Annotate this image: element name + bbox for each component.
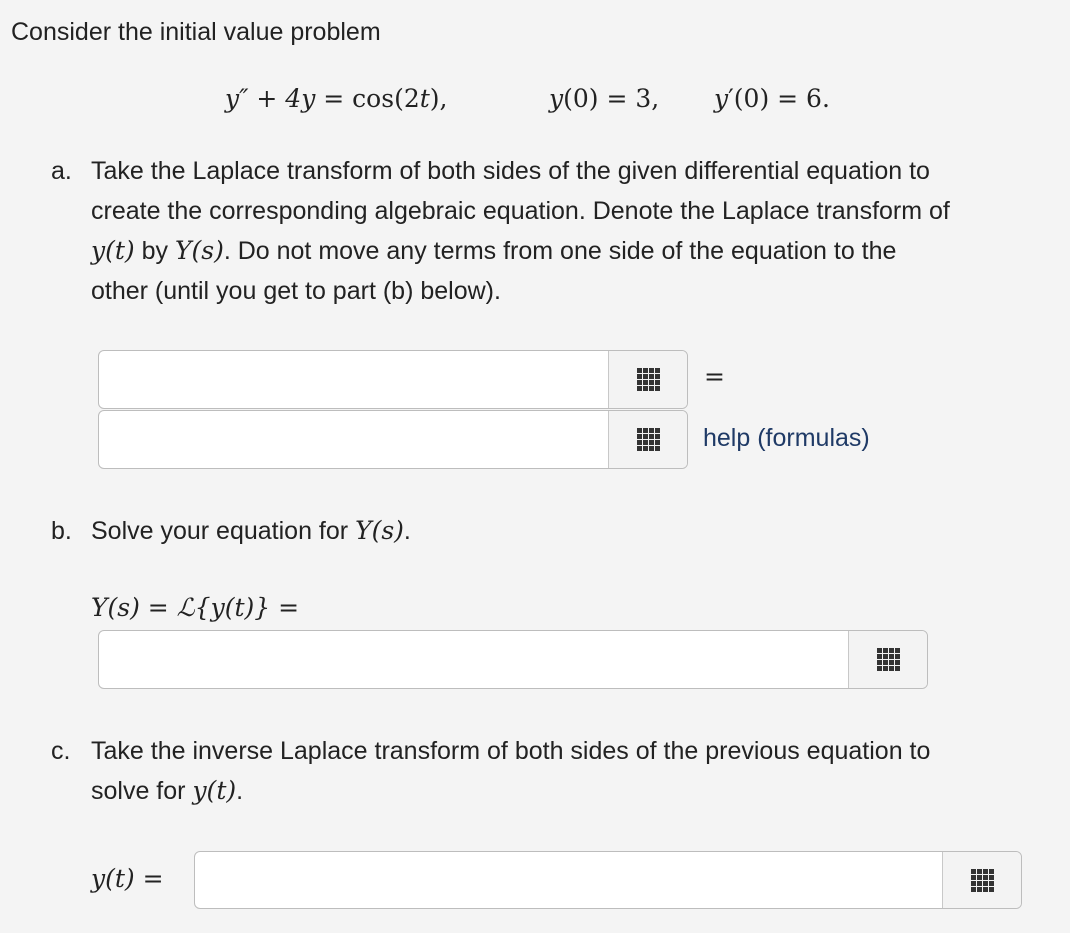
laplace-lhs-input[interactable] — [99, 351, 609, 408]
part-c-marker: c. — [51, 737, 71, 765]
equation-palette-button-b[interactable] — [848, 631, 927, 688]
laplace-rhs-field — [98, 410, 688, 469]
y-of-t-field — [194, 851, 1022, 909]
equation-palette-button-lhs[interactable] — [608, 351, 687, 408]
intro-text: Consider the initial value problem — [11, 18, 381, 46]
part-c-line-1: Take the inverse Laplace transform of both sides of the previous equation to — [91, 737, 931, 765]
equals-sign: = — [704, 362, 725, 391]
part-b-marker: b. — [51, 517, 72, 545]
part-a-line-3: y(t) by Y(s). Do not move any terms from one side of the equation to the — [91, 236, 897, 265]
part-b-lhs: Y(s) = ℒ{y(t)} = — [91, 593, 300, 622]
equation-palette-button-c[interactable] — [942, 852, 1021, 908]
part-c-line-2: solve for y(t). — [91, 776, 244, 805]
part-c-lhs: y(t) = — [91, 864, 164, 893]
Y-of-s-field — [98, 630, 928, 689]
part-a-marker: a. — [51, 157, 72, 185]
part-a-line-4: other (until you get to part (b) below). — [91, 277, 501, 305]
equation-palette-icon — [971, 869, 994, 892]
laplace-rhs-input[interactable] — [99, 411, 609, 468]
part-b-text: Solve your equation for Y(s). — [91, 516, 411, 545]
equation-palette-button-rhs[interactable] — [608, 411, 687, 468]
laplace-lhs-field — [98, 350, 688, 409]
part-a-line-2: create the corresponding algebraic equation. Denote the Laplace transform of — [91, 197, 950, 225]
help-formulas-link[interactable]: help (formulas) — [703, 424, 870, 452]
initial-condition-y0: y(0) = 3, — [549, 84, 660, 113]
equation-palette-icon — [877, 648, 900, 671]
Y-of-s-input[interactable] — [99, 631, 849, 688]
equation-palette-icon — [637, 368, 660, 391]
initial-condition-dy0: y′(0) = 6. — [714, 84, 830, 113]
ivp-equation: y″ + 4y = cos(2t), — [225, 84, 448, 113]
y-of-t-input[interactable] — [195, 852, 943, 908]
equation-palette-icon — [637, 428, 660, 451]
part-a-line-1: Take the Laplace transform of both sides of the given differential equation to — [91, 157, 930, 185]
